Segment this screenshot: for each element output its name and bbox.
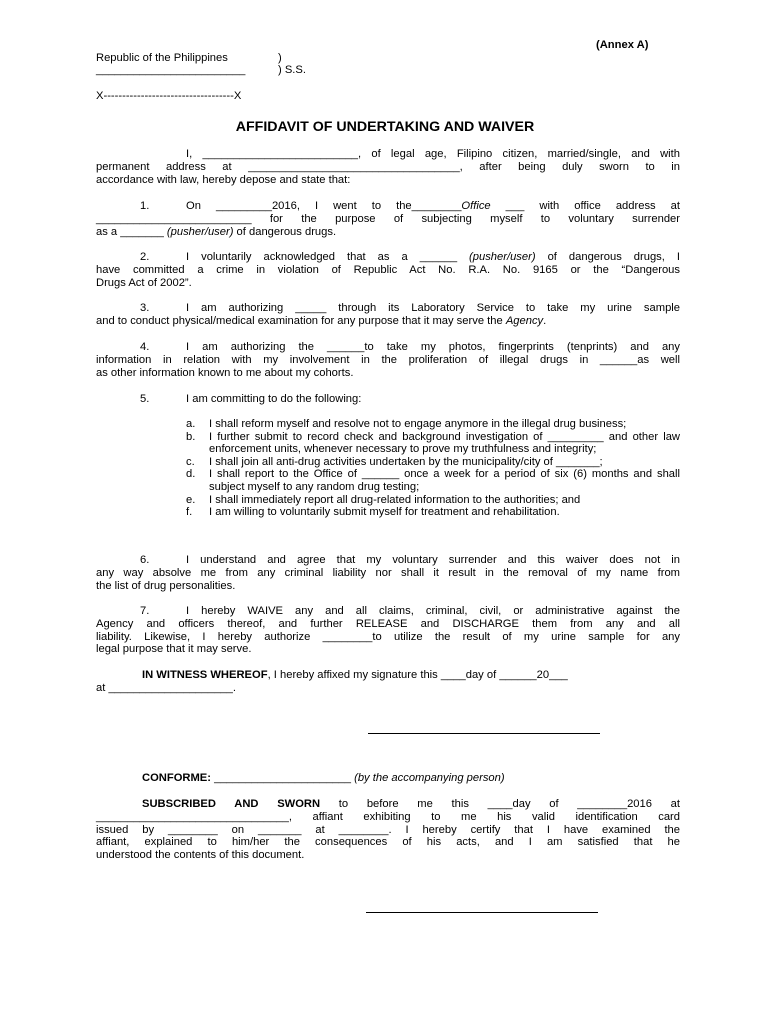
p1-text: On _________2016, I went to the________ — [186, 200, 462, 212]
p1-text-b: ___ with office address at — [490, 200, 680, 212]
paragraph-5-number: 5. — [140, 393, 150, 405]
list-item-text: I shall join all anti-drug activities undertaken by the municipality/city of _______; — [209, 455, 603, 468]
p1-office: Office — [461, 200, 491, 212]
subscribed-line-2: _______________________________, affiant exhibiting to me his valid identification card — [96, 810, 680, 823]
list-marker: b. — [186, 430, 196, 443]
witness-paragraph — [96, 669, 680, 695]
p3-line-2: and to conduct physical/medical examination for any purpose that it may serve the — [96, 314, 506, 327]
paragraph-4 — [96, 341, 680, 379]
list-marker: d. — [186, 468, 196, 481]
paragraph-7 — [96, 605, 680, 656]
subscribed-paragraph — [96, 798, 680, 862]
conforme-label: CONFORME: — [142, 772, 211, 784]
list-marker: a. — [186, 418, 196, 430]
list-item-text: I am willing to voluntarily submit myself for treatment and rehabilitation. — [209, 506, 560, 519]
p1-line-3c: of dangerous drugs. — [233, 225, 337, 238]
p1-line-2: _________________________ for the purpose of subjecting myself to voluntary surrender — [96, 212, 680, 225]
p4-line-3: as other information known to me about my cohorts. — [96, 366, 354, 379]
p6-line-1: I understand and agree that my voluntary surrender and this waiver does not in — [186, 554, 680, 566]
paragraph-3-number: 3. — [140, 302, 150, 314]
list-item — [186, 431, 680, 456]
paragraph-4-number: 4. — [140, 341, 150, 353]
intro-paragraph — [96, 148, 680, 186]
affiant-signature-line — [368, 733, 600, 734]
conforme-blank: ______________________ — [210, 772, 355, 784]
intro-line-2: permanent address at __________________________________, after being duly sworn to in — [96, 160, 680, 173]
paragraph-2 — [96, 251, 680, 289]
list-item — [186, 494, 680, 507]
list-item — [186, 468, 680, 493]
list-item-text: I shall report to the Office of ______ once a week for a period of six (6) months and shall subject myself to any random drug testing; — [209, 468, 680, 493]
paragraph-1-number: 1. — [140, 200, 150, 212]
subscribed-line-5: understood the contents of this document. — [96, 849, 305, 862]
list-marker: e. — [186, 493, 196, 506]
subscribed-bold: SUBSCRIBED AND SWORN — [142, 798, 321, 810]
venue-blank: ________________________ — [96, 64, 246, 76]
p5-line-1: I am committing to do the following: — [186, 393, 362, 405]
witness-bold: IN WITNESS WHEREOF — [142, 669, 268, 681]
x-line: X-----------------------------------X — [96, 90, 242, 102]
notary-signature-line — [366, 912, 598, 913]
p7-line-2: Agency and officers thereof, and further RELEASE and DISCHARGE them from any and all — [96, 617, 680, 630]
conforme-line — [142, 772, 505, 785]
subscribed-line-3: issued by ________ on _______ at ________. I hereby certify that I have examined the — [96, 823, 680, 836]
commitment-list — [186, 418, 680, 519]
p3-period: . — [543, 314, 547, 327]
p2-pusher-user: (pusher/user) — [469, 251, 536, 263]
paragraph-6 — [96, 554, 680, 592]
p4-line-1: I am authorizing the ______to take my photos, fingerprints (tenprints) and any — [186, 341, 680, 353]
intro-line-1: I, _________________________, of legal age, Filipino citizen, married/single, and with — [186, 148, 680, 160]
p7-line-3: liability. Likewise, I hereby authorize ________to utilize the result of my urine sample for any — [96, 630, 680, 643]
p2-text-c: of dangerous drugs, I — [535, 251, 680, 263]
list-item — [186, 456, 680, 469]
p2-line-3: Drugs Act of 2002”. — [96, 276, 192, 289]
p4-line-2: information in relation with my involvement in the proliferation of illegal drugs in ______as well — [96, 353, 680, 366]
paragraph-3 — [96, 302, 680, 328]
witness-line-2: at ____________________. — [96, 681, 236, 694]
list-item — [186, 418, 680, 431]
paragraph-1 — [96, 200, 680, 238]
paren-mark: ) — [278, 52, 282, 64]
document-title: AFFIDAVIT OF UNDERTAKING AND WAIVER — [235, 119, 535, 135]
p7-line-1: I hereby WAIVE any and all claims, criminal, civil, or administrative against the — [186, 605, 680, 617]
p1-pusher-user: (pusher/user) — [166, 225, 234, 238]
p2-text: I voluntarily acknowledged that as a ______ — [186, 251, 470, 263]
p3-agency: Agency — [505, 314, 544, 327]
subscribed-line-4: affiant, explained to him/her the consequences of his acts, and I am satisfied that he — [96, 836, 680, 849]
list-marker: f. — [186, 506, 193, 519]
paragraph-5 — [96, 393, 680, 406]
list-item-text: I shall reform myself and resolve not to engage anymore in the illegal drug business; — [209, 418, 627, 430]
paragraph-7-number: 7. — [140, 605, 150, 617]
paragraph-6-number: 6. — [140, 554, 150, 566]
p7-line-4: legal purpose that it may serve. — [96, 643, 252, 656]
paragraph-2-number: 2. — [140, 251, 150, 263]
republic-text: Republic of the Philippines — [96, 52, 228, 64]
p1-line-3a: as a _______ — [96, 225, 167, 238]
list-item-text: I shall immediately report all drug-related information to the authorities; and — [209, 493, 581, 506]
intro-line-3: accordance with law, hereby depose and state that: — [96, 173, 351, 186]
p6-line-2: any way absolve me from any criminal liability nor shall it result in the removal of my name from — [96, 566, 680, 579]
list-item — [186, 506, 680, 519]
annex-label: (Annex A) — [596, 39, 649, 51]
list-item-text: I further submit to record check and background investigation of _________ and other law enforcement units, whenever necessary to prove my truthfulness and integrity; — [209, 430, 680, 456]
ss-mark: ) S.S. — [278, 64, 306, 76]
p2-line-2: have committed a crime in violation of Republic Act No. R.A. No. 9165 or the “Dangerous — [96, 263, 680, 276]
p6-line-3: the list of drug personalities. — [96, 579, 236, 592]
list-marker: c. — [186, 455, 195, 468]
conforme-note: (by the accompanying person) — [354, 772, 505, 784]
witness-line-1: , I hereby affixed my signature this ____day of ______20___ — [267, 669, 568, 681]
p3-line-1: I am authorizing _____ through its Laboratory Service to take my urine sample — [186, 302, 680, 314]
subscribed-line-1: to before me this ____day of ________2016 at — [320, 798, 680, 810]
